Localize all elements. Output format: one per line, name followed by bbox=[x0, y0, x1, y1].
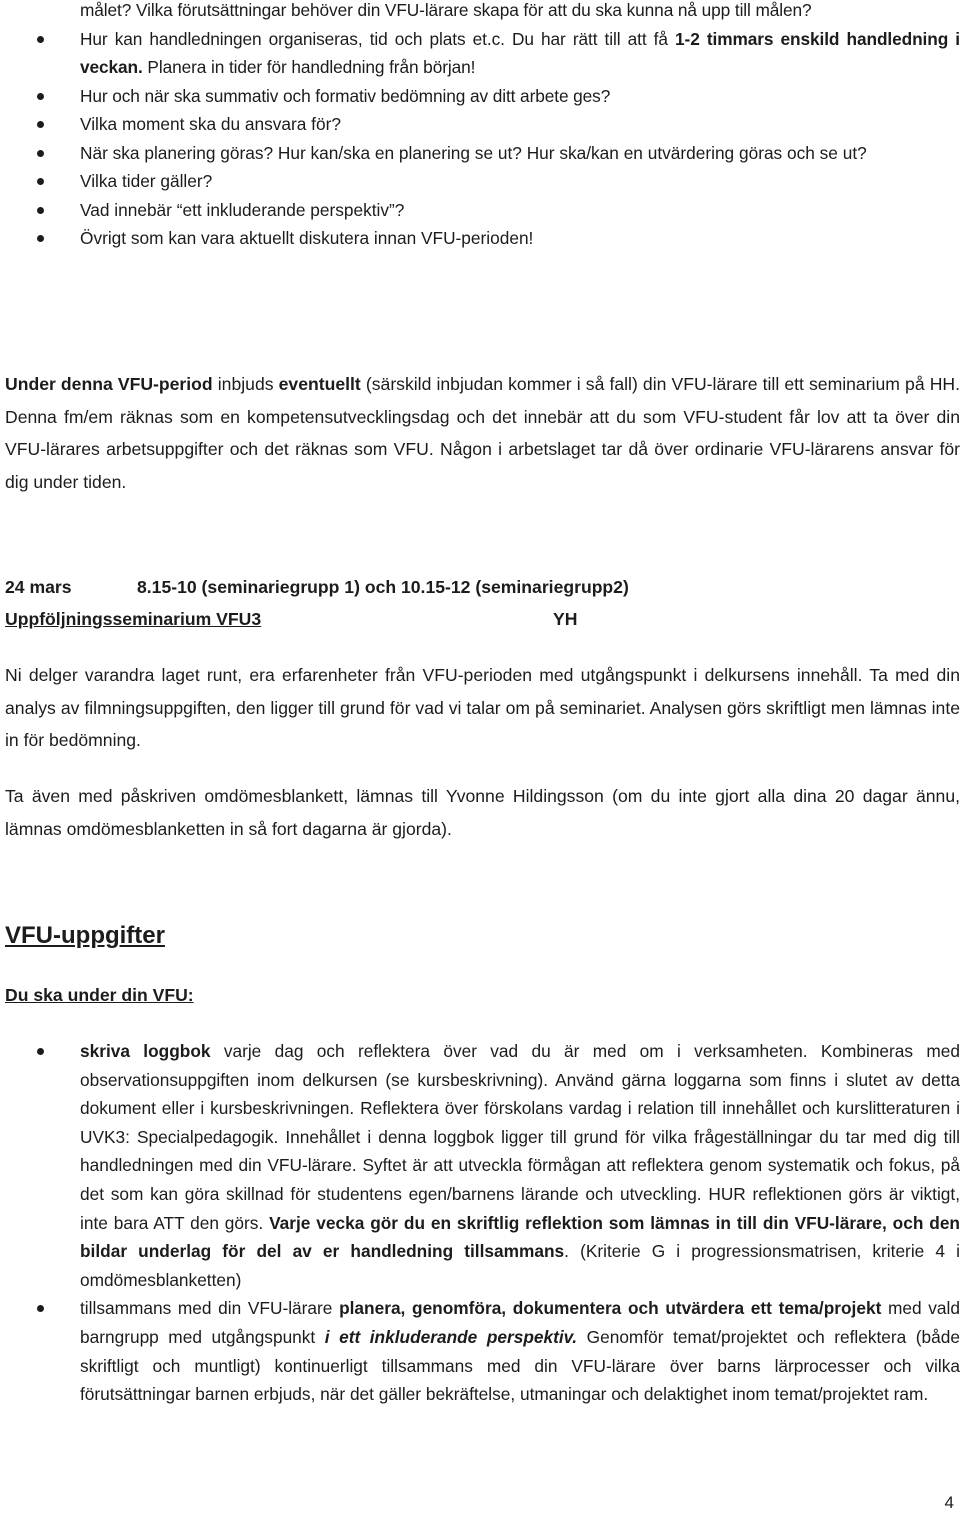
followup-paragraph: Ni delger varandra laget runt, era erfarenheter från VFU-perioden med utgångspunkt i delkursens innehåll. Ta med din analys av filmningsuppgiften, den ligger till grund för vad vi talar om på seminariet. Analysen görs skriftligt men lämnas inte in för bedömning. bbox=[5, 665, 960, 750]
list-item: Hur och när ska summativ och formativ bedömning av ditt arbete ges? bbox=[0, 82, 960, 111]
list-item: Vilka tider gäller? bbox=[0, 167, 960, 196]
bullet-icon bbox=[37, 235, 44, 242]
intro-list bbox=[0, 0, 960, 253]
list-item: Övrigt som kan vara aktuellt diskutera innan VFU-perioden! bbox=[0, 224, 960, 253]
schedule-group: YH bbox=[553, 609, 578, 629]
form-paragraph: Ta även med påskriven omdömesblankett, lämnas till Yvonne Hildingsson (om du inte gjort alla dina 20 dagar ännu, lämnas omdömesblanketten in så fort dagarna är gjorda). bbox=[5, 786, 960, 839]
list-item bbox=[0, 0, 960, 25]
bullet-icon bbox=[37, 178, 44, 185]
bullet-icon bbox=[37, 1305, 44, 1312]
schedule-date: 24 mars bbox=[5, 577, 72, 597]
seminar-paragraph: Under denna VFU-period inbjuds eventuellt (särskild inbjudan kommer i så fall) din VFU-lärare till ett seminarium på HH. Denna fm/em räknas som en kompetensutvecklingsdag och det innebär att du som VFU-student får lov att ta över din VFU-lärares arbetsuppgifter och det räknas som VFU. Någon i arbetslaget tar då över ordinarie VFU-lärarens ansvar för dig under tiden. bbox=[5, 374, 960, 492]
list-item: tillsammans med din VFU-lärare planera, genomföra, dokumentera och utvärdera ett tema/projekt med vald barngrupp med utgångspunkt i ett inkluderande perspektiv. Genomför temat/projektet och reflektera (både skriftligt och muntligt) kontinuerligt tillsammans med din VFU-lärare över barns lärprocesser och vilka förutsättningar barnen erbjuds, när det gäller bekräftelse, utmaningar och delaktighet inom temat/projektet ram. bbox=[0, 1294, 960, 1408]
bullet-icon bbox=[37, 121, 44, 128]
list-item: När ska planering göras? Hur kan/ska en planering se ut? Hur ska/kan en utvärdering göras och se ut? bbox=[0, 139, 960, 168]
section-subheading: Du ska under din VFU: bbox=[5, 985, 194, 1005]
schedule-title: Uppföljningsseminarium VFU3 bbox=[5, 609, 262, 629]
section-heading: VFU-uppgifter bbox=[5, 922, 165, 949]
schedule-time: 8.15-10 (seminariegrupp 1) och 10.15-12 (seminariegrupp2) bbox=[137, 577, 629, 597]
list-item-text: målet? Vilka förutsättningar behöver din VFU-lärare skapa för att du ska kunna nå upp till målen? bbox=[80, 0, 812, 20]
list-item: Vad innebär “ett inkluderande perspektiv”? bbox=[0, 196, 960, 225]
page-number: 4 bbox=[944, 1493, 954, 1512]
bullet-icon bbox=[37, 150, 44, 157]
tasks-list bbox=[0, 1037, 960, 1409]
bullet-icon bbox=[37, 93, 44, 100]
bullet-icon bbox=[37, 36, 44, 43]
list-item: skriva loggbok varje dag och reflektera över vad du är med om i verksamheten. Kombineras med observationsuppgiften inom delkursen (se kursbeskrivning). Använd gärna loggarna som finns i slutet av detta dokument eller i kursbeskrivningen. Reflektera över förskolans vardag i relation till innehållet och kurslitteraturen i UVK3: Specialpedagogik. Innehållet i denna loggbok ligger till grund för vilka frågeställningar du tar med dig till handledningen med din VFU-lärare. Syftet är att utveckla förmågan att reflektera genom systematik och fokus, på det som kan göra skillnad för studentens egen/barnens lärande och utveckling. HUR reflektionen görs är viktigt, inte bara ATT den görs. Varje vecka gör du en skriftlig reflektion som lämnas in till din VFU-lärare, och den bildar underlag för del av er handledning tillsammans. (Kriterie G i progressionsmatrisen, kriterie 4 i omdömesblanketten) bbox=[0, 1037, 960, 1294]
bullet-icon bbox=[37, 1048, 44, 1055]
list-item: Vilka moment ska du ansvara för? bbox=[0, 110, 960, 139]
list-item: Hur kan handledningen organiseras, tid och plats et.c. Du har rätt till att få 1-2 timmars enskild handledning i veckan. Planera in tider för handledning från början! bbox=[0, 25, 960, 82]
bullet-icon bbox=[37, 207, 44, 214]
